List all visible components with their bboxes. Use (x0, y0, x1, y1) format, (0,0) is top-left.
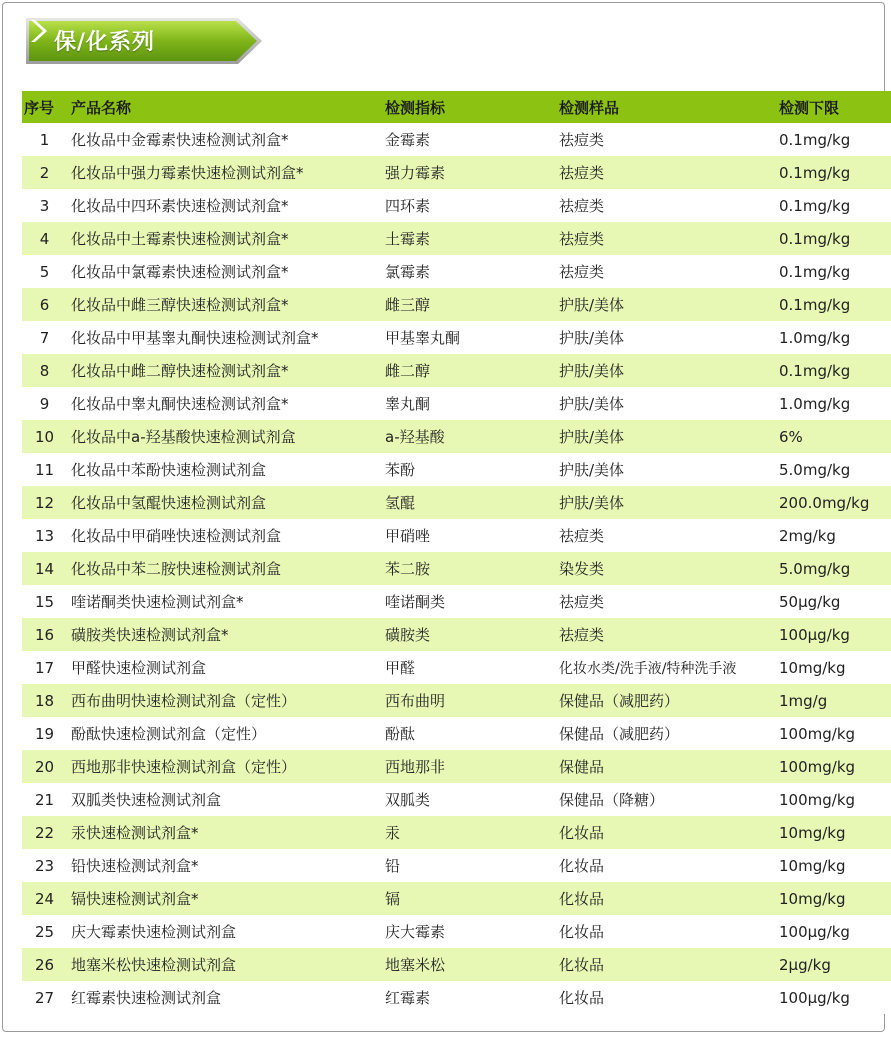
cell-limit: 50μg/kg (779, 592, 841, 611)
cell-limit: 0.1mg/kg (779, 262, 851, 281)
table-row (22, 321, 891, 354)
cell-indicator: 镉 (385, 890, 401, 908)
cell-name: 化妆品中金霉素快速检测试剂盒* (71, 131, 289, 149)
cell-no: 18 (34, 691, 55, 710)
table-row (22, 354, 891, 387)
cell-indicator: 汞 (385, 824, 401, 842)
cell-sample: 祛痘类 (559, 164, 605, 182)
table-row (22, 948, 891, 981)
table-row (22, 915, 891, 948)
table-row (22, 981, 891, 1014)
cell-indicator: 西布曲明 (385, 692, 446, 710)
table-row (22, 519, 891, 552)
cell-indicator: 地塞米松 (385, 956, 446, 974)
cell-indicator: 红霉素 (385, 989, 431, 1007)
table-row (22, 717, 891, 750)
cell-indicator: 酚酞 (385, 725, 416, 743)
cell-name: 西布曲明快速检测试剂盒（定性） (71, 692, 297, 710)
cell-indicator: 喹诺酮类 (385, 593, 446, 611)
cell-indicator: 磺胺类 (385, 626, 431, 644)
cell-no: 22 (34, 823, 55, 842)
cell-indicator: 甲硝唑 (385, 527, 431, 545)
cell-sample: 保健品（减肥药） (559, 692, 680, 710)
cell-limit: 0.1mg/kg (779, 361, 851, 380)
table-row (22, 486, 891, 519)
cell-name: 化妆品中甲基睾丸酮快速检测试剂盒* (71, 329, 319, 347)
cell-limit: 100mg/kg (779, 790, 856, 809)
cell-no: 17 (34, 658, 55, 677)
cell-no: 6 (39, 295, 50, 314)
cell-name: 地塞米松快速检测试剂盒 (71, 956, 237, 974)
cell-no: 1 (39, 130, 50, 149)
cell-limit: 10mg/kg (779, 658, 846, 677)
cell-sample: 护肤/美体 (559, 329, 625, 347)
cell-name: 庆大霉素快速检测试剂盒 (71, 923, 237, 941)
cell-indicator: a-羟基酸 (385, 428, 445, 446)
cell-no: 7 (39, 328, 50, 347)
table-row (22, 585, 891, 618)
cell-no: 14 (34, 559, 55, 578)
cell-sample: 祛痘类 (559, 527, 605, 545)
cell-limit: 0.1mg/kg (779, 196, 851, 215)
cell-no: 20 (34, 757, 55, 776)
cell-sample: 祛痘类 (559, 263, 605, 281)
cell-indicator: 庆大霉素 (385, 923, 446, 941)
cell-limit: 200.0mg/kg (779, 493, 870, 512)
cell-no: 9 (39, 394, 50, 413)
cell-name: 化妆品中苯酚快速检测试剂盒 (71, 461, 267, 479)
cell-name: 磺胺类快速检测试剂盒* (71, 626, 229, 644)
cell-indicator: 甲基睾丸酮 (385, 329, 461, 347)
cell-limit: 10mg/kg (779, 889, 846, 908)
cell-name: 化妆品中氢醌快速检测试剂盒 (71, 494, 267, 512)
cell-no: 23 (34, 856, 55, 875)
cell-limit: 10mg/kg (779, 823, 846, 842)
cell-limit: 100mg/kg (779, 724, 856, 743)
cell-indicator: 氢醌 (385, 494, 416, 512)
table-row (22, 849, 891, 882)
cell-sample: 化妆品 (559, 857, 605, 875)
cell-name: 西地那非快速检测试剂盒（定性） (71, 758, 297, 776)
cell-sample: 祛痘类 (559, 197, 605, 215)
cell-no: 19 (34, 724, 55, 743)
cell-limit: 100μg/kg (779, 988, 850, 1007)
cell-indicator: 土霉素 (385, 230, 431, 248)
cell-sample: 护肤/美体 (559, 428, 625, 446)
cell-limit: 2mg/kg (779, 526, 836, 545)
cell-limit: 0.1mg/kg (779, 163, 851, 182)
table-row (22, 288, 891, 321)
cell-limit: 100μg/kg (779, 625, 850, 644)
cell-no: 27 (34, 988, 55, 1007)
cell-name: 铅快速检测试剂盒* (71, 857, 199, 875)
header-sample: 检测样品 (559, 98, 620, 117)
cell-no: 3 (39, 196, 50, 215)
cell-sample: 护肤/美体 (559, 395, 625, 413)
table-row (22, 453, 891, 486)
cell-name: 化妆品中氯霉素快速检测试剂盒* (71, 263, 289, 281)
cell-name: 镉快速检测试剂盒* (71, 890, 199, 908)
cell-sample: 化妆品 (559, 824, 605, 842)
series-banner (24, 16, 264, 66)
table-row (22, 684, 891, 717)
cell-name: 化妆品中a-羟基酸快速检测试剂盒 (71, 428, 296, 446)
cell-sample: 化妆水类/洗手液/特种洗手液 (559, 660, 737, 677)
chevron-right-icon (24, 16, 54, 46)
cell-indicator: 金霉素 (385, 131, 431, 149)
cell-name: 化妆品中强力霉素快速检测试剂盒* (71, 164, 304, 182)
cell-no: 2 (39, 163, 50, 182)
cell-indicator: 睾丸酮 (385, 395, 431, 413)
cell-name: 汞快速检测试剂盒* (71, 824, 199, 842)
cell-sample: 护肤/美体 (559, 461, 625, 479)
cell-limit: 1.0mg/kg (779, 328, 851, 347)
cell-limit: 5.0mg/kg (779, 559, 851, 578)
cell-sample: 护肤/美体 (559, 494, 625, 512)
banner-title: 保/化系列 (54, 30, 156, 55)
cell-indicator: 甲醛 (385, 659, 416, 677)
cell-indicator: 苯酚 (385, 461, 416, 479)
cell-sample: 祛痘类 (559, 131, 605, 149)
cell-indicator: 强力霉素 (385, 164, 446, 182)
cell-no: 21 (34, 790, 55, 809)
cell-indicator: 雌二醇 (385, 362, 431, 380)
cell-sample: 化妆品 (559, 923, 605, 941)
cell-name: 化妆品中四环素快速检测试剂盒* (71, 197, 289, 215)
table-row (22, 816, 891, 849)
cell-no: 15 (34, 592, 55, 611)
cell-sample: 化妆品 (559, 989, 605, 1007)
cell-indicator: 四环素 (385, 197, 431, 215)
cell-no: 12 (34, 493, 55, 512)
table-row (22, 156, 891, 189)
header-indicator: 检测指标 (385, 98, 446, 117)
cell-limit: 0.1mg/kg (779, 295, 851, 314)
cell-no: 4 (39, 229, 50, 248)
cell-name: 喹诺酮类快速检测试剂盒* (71, 593, 244, 611)
cell-limit: 6% (779, 427, 803, 446)
table-row (22, 783, 891, 816)
cell-limit: 0.1mg/kg (779, 130, 851, 149)
cell-limit: 10mg/kg (779, 856, 846, 875)
cell-indicator: 雌三醇 (385, 296, 431, 314)
cell-name: 化妆品中雌二醇快速检测试剂盒* (71, 362, 289, 380)
cell-sample: 护肤/美体 (559, 296, 625, 314)
cell-indicator: 铅 (385, 857, 401, 875)
cell-no: 24 (34, 889, 55, 908)
cell-sample: 保健品（减肥药） (559, 725, 680, 743)
table-row (22, 420, 891, 453)
cell-name: 化妆品中雌三醇快速检测试剂盒* (71, 296, 289, 314)
cell-limit: 1mg/g (779, 691, 828, 710)
table-row (22, 222, 891, 255)
cell-limit: 1.0mg/kg (779, 394, 851, 413)
cell-sample: 化妆品 (559, 890, 605, 908)
cell-sample: 祛痘类 (559, 230, 605, 248)
cell-sample: 祛痘类 (559, 626, 605, 644)
cell-name: 甲醛快速检测试剂盒 (71, 659, 207, 677)
table-row (22, 255, 891, 288)
cell-limit: 5.0mg/kg (779, 460, 851, 479)
cell-no: 26 (34, 955, 55, 974)
cell-limit: 0.1mg/kg (779, 229, 851, 248)
cell-sample: 染发类 (559, 560, 605, 578)
cell-name: 化妆品中甲硝唑快速检测试剂盒 (71, 527, 282, 545)
cell-no: 16 (34, 625, 55, 644)
header-limit: 检测下限 (779, 98, 840, 117)
cell-no: 13 (34, 526, 55, 545)
table-header-row (22, 91, 891, 123)
cell-name: 红霉素快速检测试剂盒 (71, 989, 222, 1007)
cell-indicator: 苯二胺 (385, 560, 431, 578)
header-name: 产品名称 (71, 98, 132, 117)
cell-limit: 100μg/kg (779, 922, 850, 941)
table-row (22, 387, 891, 420)
product-table (22, 91, 891, 1014)
cell-indicator: 双胍类 (385, 791, 431, 809)
cell-sample: 祛痘类 (559, 593, 605, 611)
cell-indicator: 氯霉素 (385, 263, 431, 281)
table-row (22, 123, 891, 156)
cell-sample: 保健品（降糖） (559, 791, 665, 809)
table-row (22, 750, 891, 783)
cell-no: 11 (34, 460, 55, 479)
cell-limit: 2μg/kg (779, 955, 831, 974)
cell-sample: 保健品 (559, 758, 605, 776)
cell-name: 酚酞快速检测试剂盒（定性） (71, 725, 267, 743)
cell-name: 双胍类快速检测试剂盒 (71, 791, 222, 809)
cell-no: 10 (34, 427, 55, 446)
cell-indicator: 西地那非 (385, 758, 446, 776)
cell-sample: 护肤/美体 (559, 362, 625, 380)
table-row (22, 618, 891, 651)
cell-limit: 100mg/kg (779, 757, 856, 776)
header-no: 序号 (24, 98, 55, 117)
cell-name: 化妆品中睾丸酮快速检测试剂盒* (71, 395, 289, 413)
table-row (22, 651, 891, 684)
cell-name: 化妆品中苯二胺快速检测试剂盒 (71, 560, 282, 578)
cell-no: 5 (39, 262, 50, 281)
cell-no: 25 (34, 922, 55, 941)
cell-name: 化妆品中土霉素快速检测试剂盒* (71, 230, 289, 248)
table-row (22, 882, 891, 915)
table-row (22, 552, 891, 585)
cell-no: 8 (39, 361, 50, 380)
cell-sample: 化妆品 (559, 956, 605, 974)
table-row (22, 189, 891, 222)
